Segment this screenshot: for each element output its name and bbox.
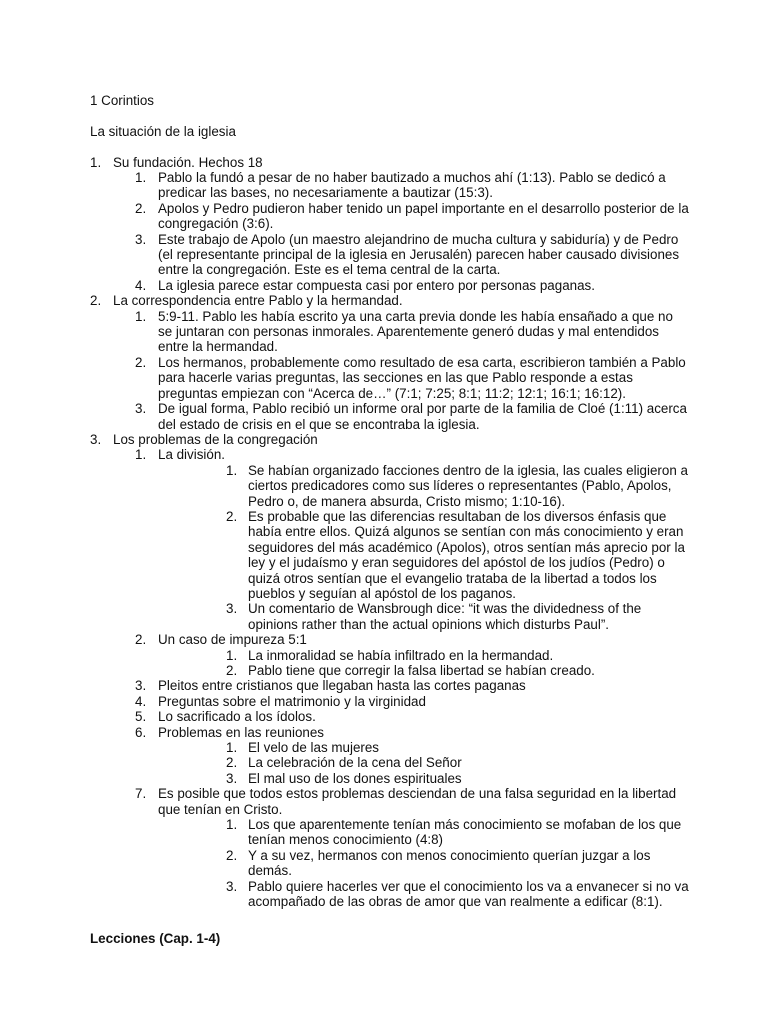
list-item-1: [90, 155, 690, 170]
list-item-3-6: [90, 725, 690, 740]
list-item-3-7-3: [90, 879, 690, 910]
list-text: La correspondencia entre Pablo y la hermandad.: [113, 293, 403, 309]
list-number: 2.: [226, 755, 238, 771]
list-text: Apolos y Pedro pudieron haber tenido un papel importante en el desarrollo posterior de la congregación (3:6).: [158, 200, 689, 232]
list-text: Un comentario de Wansbrough dice: “it was the dividedness of the opinions rather than the actual opinions which disturbs Paul”.: [248, 601, 642, 632]
list-number: 1.: [226, 740, 238, 756]
list-text: Su fundación. Hechos 18: [113, 154, 263, 170]
list-item-1-3: [90, 232, 690, 278]
list-number: 2.: [226, 508, 238, 524]
section-subtitle: La situación de la iglesia: [90, 123, 236, 139]
lessons-heading: Lecciones (Cap. 1-4): [90, 930, 221, 946]
list-text: Los que aparentemente tenían más conocimiento se mofaban de los que tenían menos conocimiento (4:8): [248, 817, 682, 848]
list-text: Pleitos entre cristianos que llegaban hasta las cortes paganas: [158, 678, 526, 694]
list-number: 4.: [135, 277, 147, 293]
list-text: La división.: [158, 447, 225, 463]
list-text: El mal uso de los dones espirituales: [248, 770, 462, 786]
list-number: 2.: [135, 354, 147, 370]
list-number: 6.: [135, 724, 147, 740]
list-number: 3.: [226, 601, 238, 617]
list-number: 1.: [226, 647, 238, 663]
list-number: 3.: [135, 678, 147, 694]
document-page: [90, 93, 690, 946]
list-item-3-1-3: [90, 601, 690, 632]
list-text: Los problemas de la congregación: [113, 431, 318, 447]
list-number: 4.: [135, 693, 147, 709]
spacer: [90, 139, 690, 154]
list-text: De igual forma, Pablo recibió un informe oral por parte de la familia de Cloé (1:11) acerca del estado de crisis en el que se encontraba la iglesia.: [158, 401, 687, 432]
list-number: 1.: [90, 154, 102, 170]
list-text: Un caso de impureza 5:1: [158, 632, 307, 648]
list-number: 2.: [226, 847, 238, 863]
list-item-2: [90, 293, 690, 308]
list-item-2-3: [90, 401, 690, 432]
list-number: 1.: [226, 817, 238, 833]
list-item-3-7-2: [90, 848, 690, 879]
list-item-3-5: [90, 709, 690, 724]
list-item-3-1-1: [90, 463, 690, 509]
list-text: La iglesia parece estar compuesta casi por entero por personas paganas.: [158, 277, 595, 293]
list-text: Los hermanos, probablemente como resultado de esa carta, escribieron también a Pablo para hacerle varias preguntas, las secciones en las que Pablo responde a estas preguntas empiezan con “Acerca de…” (7:1; 7:25; 8:1; 11:2; 12:1; 16:1; 16:12).: [158, 354, 686, 401]
list-number: 1.: [135, 447, 147, 463]
list-number: 1.: [135, 308, 147, 324]
list-number: 2.: [135, 200, 147, 216]
list-item-3-7: [90, 786, 690, 817]
list-number: 3.: [226, 770, 238, 786]
list-text: Pablo tiene que corregir la falsa libertad se habían creado.: [248, 663, 595, 678]
list-number: 7.: [135, 786, 147, 802]
list-item-1-2: [90, 201, 690, 232]
document-title: 1 Corintios: [90, 93, 155, 108]
list-number: 1.: [135, 170, 147, 185]
list-text: Es probable que las diferencias resultaban de los diversos énfasis que había entre ellos. Quizá algunos se sentían con más conocimiento y eran seguidores del más académico (Apolos), otros sentían más aprecio por la ley y el judaísmo y eran seguidores del apóstol de los judíos (Pedro) o quizá otros sentían que el evangelio trataba de la libertad a todos los pueblos y seguían al apóstol de los paganos.: [248, 508, 685, 601]
list-text: Es posible que todos estos problemas desciendan de una falsa seguridad en la libertad que tenían en Cristo.: [158, 786, 677, 817]
list-number: 3.: [135, 231, 147, 247]
list-item-1-4: [90, 278, 690, 293]
list-number: 3.: [226, 878, 238, 894]
list-text: Y a su vez, hermanos con menos conocimiento querían juzgar a los demás.: [248, 847, 651, 879]
list-number: 2.: [226, 663, 238, 678]
list-item-3-1-2: [90, 509, 690, 601]
list-item-3-4: [90, 694, 690, 709]
list-text: La inmoralidad se había infiltrado en la hermandad.: [248, 647, 554, 663]
list-text: La celebración de la cena del Señor: [248, 755, 462, 771]
list-item-3-6-3: [90, 771, 690, 786]
spacer: [90, 108, 690, 123]
list-number: 1.: [226, 462, 238, 478]
list-item-3-2-1: [90, 648, 690, 663]
list-item-3-6-1: [90, 740, 690, 755]
list-item-3-2-2: [90, 663, 690, 678]
list-text: Preguntas sobre el matrimonio y la virginidad: [158, 693, 426, 709]
list-item-3-1: [90, 447, 690, 462]
list-item-3-3: [90, 678, 690, 693]
list-number: 3.: [135, 401, 147, 417]
list-text: Este trabajo de Apolo (un maestro alejandrino de mucha cultura y sabiduría) y de Pedro (el representante principal de la iglesia en Jerusalén) parecen haber causado divisiones entre la congregación. Este es el tema central de la carta.: [158, 231, 680, 278]
list-text: Pablo la fundó a pesar de no haber bautizado a muchos ahí (1:13). Pablo se dedicó a predicar las bases, no necesariamente a bautizar (15:3).: [158, 170, 666, 201]
list-item-1-1: [90, 170, 690, 201]
list-text: Se habían organizado facciones dentro de la iglesia, las cuales eligieron a ciertos predicadores como sus líderes o representantes (Pablo, Apolos, Pedro o, de manera absurda, Cristo mismo; 1:10-16).: [248, 462, 688, 509]
list-item-3-7-1: [90, 817, 690, 848]
list-item-3-6-2: [90, 755, 690, 770]
list-item-3: [90, 432, 690, 447]
list-text: Problemas en las reuniones: [158, 724, 324, 740]
list-text: Lo sacrificado a los ídolos.: [158, 709, 316, 725]
list-number: 3.: [90, 431, 102, 447]
list-item-2-2: [90, 355, 690, 401]
list-text: 5:9-11. Pablo les había escrito ya una carta previa donde les había ensañado a que no se juntaran con personas inmorales. Aparentemente generó dudas y mal entendidos entre la hermandad.: [158, 308, 673, 355]
list-number: 5.: [135, 709, 147, 725]
list-number: 2.: [90, 293, 102, 309]
list-text: Pablo quiere hacerles ver que el conocimiento los va a envanecer si no va acompañado de las obras de amor que van realmente a edificar (8:1).: [248, 878, 689, 910]
list-number: 2.: [135, 632, 147, 648]
list-item-3-2: [90, 632, 690, 647]
list-text: El velo de las mujeres: [248, 740, 379, 756]
list-item-2-1: [90, 309, 690, 355]
